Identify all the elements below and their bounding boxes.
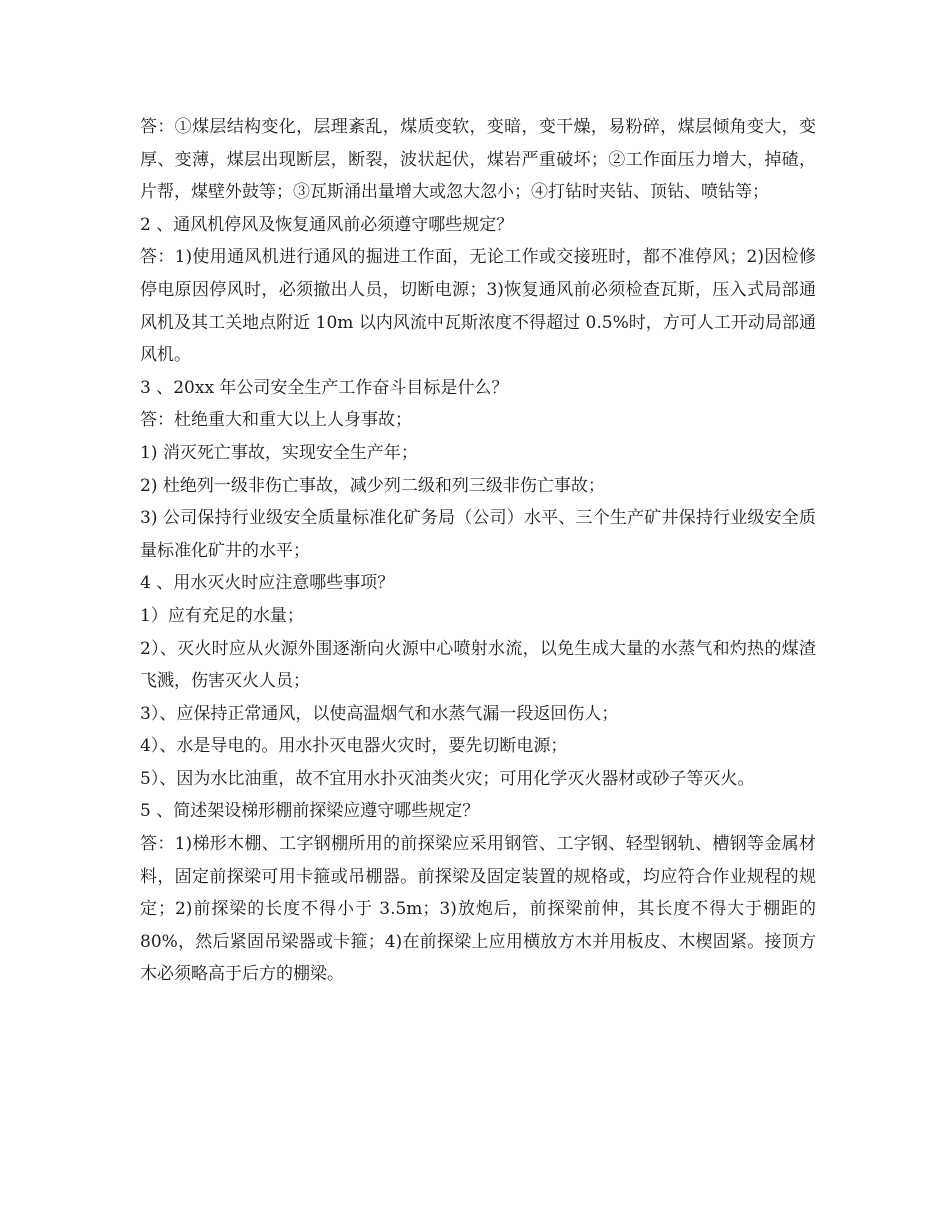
list-item-3-2: 2) 杜绝列一级非伤亡事故，减少列二级和列三级非伤亡事故； — [140, 475, 605, 496]
list-item-4-2: 2）、灭火时应从火源外围逐渐向火源中心喷射水流，以免生成大量的水蒸气和灼热的煤渣飞溅，伤害灭火人员； — [140, 638, 816, 692]
answer-paragraph-2: 答：1)使用通风机进行通风的掘进工作面，无论工作或交接班时，都不准停风；2)因检修停电原因停风时，必须撤出人员，切断电源；3)恢复通风前必须检查瓦斯，压入式局部通风机及其工关地点附近 10m 以内风流中瓦斯浓度不得超过 0.5%时，方可人工开动局部通风机。 — [140, 247, 816, 366]
answer-paragraph-3: 答：杜绝重大和重大以上人身事故； — [140, 410, 412, 431]
question-heading-4: 4 、用水灭火时应注意哪些事项？ — [140, 573, 395, 594]
list-item-4-1: 1）应有充足的水量； — [140, 605, 304, 626]
list-item-4-4: 4）、水是导电的。用水扑灭电器火灾时，要先切断电源； — [140, 736, 568, 757]
list-item-4-3: 3）、应保持正常通风，以使高温烟气和水蒸气漏一段返回伤人； — [140, 703, 619, 724]
document-body — [140, 111, 816, 991]
question-heading-5: 5 、简述架设梯形棚前探梁应遵守哪些规定？ — [140, 801, 480, 822]
list-item-4-5: 5）、因为水比油重，故不宜用水扑灭油类火灾；可用化学灭火器材或砂子等灭火。 — [140, 768, 755, 789]
list-item-3-1: 1) 消灭死亡事故，实现安全生产年； — [140, 442, 418, 463]
answer-paragraph-1: 答：①煤层结构变化，层理紊乱，煤质变软，变暗，变干燥，易粉碎，煤层倾角变大，变厚、变薄，煤层出现断层，断裂，波状起伏，煤岩严重破坏；②工作面压力增大，掉碴，片帮，煤壁外鼓等；③瓦斯涌出量增大或忽大忽小；④打钻时夹钻、顶钻、喷钻等； — [140, 117, 816, 203]
question-heading-2: 2 、通风机停风及恢复通风前必须遵守哪些规定？ — [140, 214, 514, 235]
answer-paragraph-5: 答：1)梯形木棚、工字钢棚所用的前探梁应采用钢管、工字钢、轻型钢轨、槽钢等金属材料，固定前探梁可用卡箍或吊棚器。前探梁及固定装置的规格或，均应符合作业规程的规定；2)前探梁的长度不得小于 3.5m；3)放炮后，前探梁前伸，其长度不得大于棚距的 80%，然后紧固吊梁器或卡箍；4)在前探梁上应用横放方木并用板皮、木楔固紧。接顶方木必须略高于后方的棚梁。 — [140, 834, 816, 985]
question-heading-3: 3 、20xx 年公司安全生产工作奋斗目标是什么？ — [140, 377, 509, 398]
list-item-3-3: 3) 公司保持行业级安全质量标准化矿务局（公司）水平、三个生产矿井保持行业级安全质量标准化矿井的水平； — [140, 508, 816, 561]
